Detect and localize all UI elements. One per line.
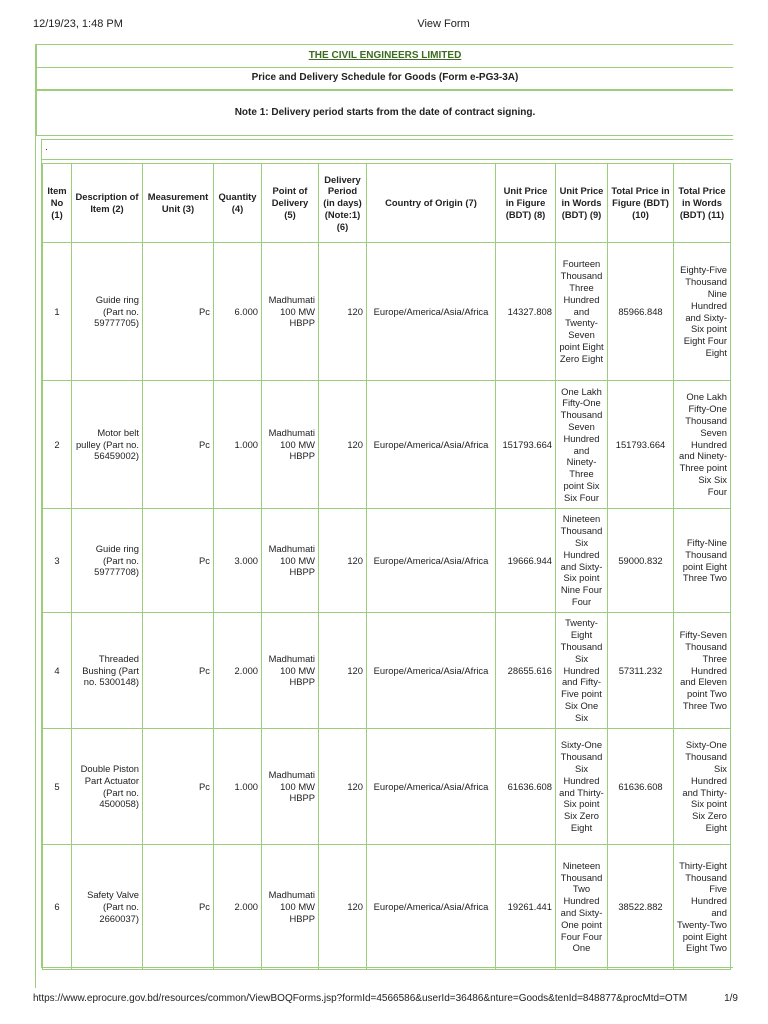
cell-item-no: 5: [43, 729, 72, 845]
form-container: [35, 44, 733, 988]
cell-country-of-origin: Europe/America/Asia/Africa: [367, 243, 496, 381]
cell-total-price-words: Fifty-Nine Thousand point Eight Three Two: [674, 509, 731, 613]
cell-point-of-delivery: Madhumati 100 MW HBPP: [262, 509, 319, 613]
cell-delivery-period: 120: [319, 613, 367, 729]
cell-unit-price-figure: 14327.808: [496, 243, 556, 381]
cell-delivery-period: 120: [319, 381, 367, 509]
cell-quantity: 1.000: [214, 381, 262, 509]
cell-measurement-unit: Pc: [143, 509, 214, 613]
price-schedule-table: [42, 163, 731, 970]
cell-total-price-words: Eighty-Five Thousand Nine Hundred and Sixty-Six point Eight Four Eight: [674, 243, 731, 381]
cell-quantity: 1.000: [214, 729, 262, 845]
cell-delivery-period: 120: [319, 243, 367, 381]
cell-unit-price-figure: 28655.616: [496, 613, 556, 729]
cell-item-no: 4: [43, 613, 72, 729]
print-page-title: View Form: [417, 18, 470, 30]
print-url: https://www.eprocure.gov.bd/resources/common/ViewBOQForms.jsp?formId=4566586&userId=36486&nture=Goods&tenId=848877&procMtd=OTM: [33, 993, 688, 1004]
cell-unit-price-figure: 151793.664: [496, 381, 556, 509]
cell-description: Threaded Bushing (Part no. 5300148): [72, 613, 143, 729]
cell-quantity: 3.000: [214, 509, 262, 613]
header-unit-price-words: Unit Price in Words (BDT) (9): [556, 164, 608, 243]
header-quantity: Quantity (4): [214, 164, 262, 243]
cell-measurement-unit: Pc: [143, 381, 214, 509]
cell-item-no: 1: [43, 243, 72, 381]
cell-point-of-delivery: Madhumati 100 MW HBPP: [262, 381, 319, 509]
cell-description: Motor belt pulley (Part no. 56459002): [72, 381, 143, 509]
table-row: [43, 729, 731, 845]
cell-unit-price-words: Nineteen Thousand Two Hundred and Sixty-One point Four Four One: [556, 845, 608, 970]
cell-total-price-figure: 57311.232: [608, 613, 674, 729]
section-marker: .: [42, 140, 733, 160]
cell-measurement-unit: Pc: [143, 845, 214, 970]
cell-unit-price-figure: 19666.944: [496, 509, 556, 613]
header-total-price-figure: Total Price in Figure (BDT) (10): [608, 164, 674, 243]
cell-delivery-period: 120: [319, 509, 367, 613]
header-country-of-origin: Country of Origin (7): [367, 164, 496, 243]
cell-unit-price-words: Fourteen Thousand Three Hundred and Twenty-Seven point Eight Zero Eight: [556, 243, 608, 381]
cell-unit-price-words: Nineteen Thousand Six Hundred and Sixty-Six point Nine Four Four: [556, 509, 608, 613]
cell-quantity: 2.000: [214, 845, 262, 970]
cell-country-of-origin: Europe/America/Asia/Africa: [367, 845, 496, 970]
cell-total-price-figure: 59000.832: [608, 509, 674, 613]
boq-section: [41, 139, 733, 968]
table-row: [43, 243, 731, 381]
cell-measurement-unit: Pc: [143, 243, 214, 381]
cell-total-price-words: Thirty-Eight Thousand Five Hundred and Twenty-Two point Eight Eight Two: [674, 845, 731, 970]
cell-country-of-origin: Europe/America/Asia/Africa: [367, 729, 496, 845]
cell-description: Guide ring (Part no. 59777705): [72, 243, 143, 381]
cell-measurement-unit: Pc: [143, 729, 214, 845]
header-measurement-unit: Measurement Unit (3): [143, 164, 214, 243]
cell-unit-price-figure: 61636.608: [496, 729, 556, 845]
cell-unit-price-words: One Lakh Fifty-One Thousand Seven Hundred and Ninety-Three point Six Six Four: [556, 381, 608, 509]
cell-total-price-figure: 85966.848: [608, 243, 674, 381]
cell-item-no: 3: [43, 509, 72, 613]
header-total-price-words: Total Price in Words (BDT) (11): [674, 164, 731, 243]
cell-country-of-origin: Europe/America/Asia/Africa: [367, 613, 496, 729]
table-row: [43, 509, 731, 613]
cell-point-of-delivery: Madhumati 100 MW HBPP: [262, 243, 319, 381]
cell-total-price-words: Sixty-One Thousand Six Hundred and Thirty-Six point Six Zero Eight: [674, 729, 731, 845]
cell-description: Safety Valve (Part no. 2660037): [72, 845, 143, 970]
cell-unit-price-words: Sixty-One Thousand Six Hundred and Thirty-Six point Six Zero Eight: [556, 729, 608, 845]
table-row: [43, 845, 731, 970]
table-row: [43, 613, 731, 729]
cell-country-of-origin: Europe/America/Asia/Africa: [367, 509, 496, 613]
cell-delivery-period: 120: [319, 729, 367, 845]
cell-quantity: 6.000: [214, 243, 262, 381]
cell-point-of-delivery: Madhumati 100 MW HBPP: [262, 845, 319, 970]
company-name-band: [36, 44, 733, 68]
cell-description: Double Piston Part Actuator (Part no. 4500058): [72, 729, 143, 845]
cell-total-price-words: Fifty-Seven Thousand Three Hundred and Eleven point Two Three Two: [674, 613, 731, 729]
cell-total-price-figure: 61636.608: [608, 729, 674, 845]
cell-item-no: 6: [43, 845, 72, 970]
header-unit-price-figure: Unit Price in Figure (BDT) (8): [496, 164, 556, 243]
cell-quantity: 2.000: [214, 613, 262, 729]
cell-point-of-delivery: Madhumati 100 MW HBPP: [262, 729, 319, 845]
cell-unit-price-figure: 19261.441: [496, 845, 556, 970]
cell-total-price-figure: 38522.882: [608, 845, 674, 970]
header-point-of-delivery: Point of Delivery (5): [262, 164, 319, 243]
cell-total-price-words: One Lakh Fifty-One Thousand Seven Hundred and Ninety-Three point Six Six Four: [674, 381, 731, 509]
cell-measurement-unit: Pc: [143, 613, 214, 729]
table-header-row: [43, 164, 731, 243]
table-body: [43, 243, 731, 970]
company-name[interactable]: THE CIVIL ENGINEERS LIMITED: [308, 50, 462, 61]
header-description: Description of Item (2): [72, 164, 143, 243]
header-delivery-period: Delivery Period (in days) (Note:1) (6): [319, 164, 367, 243]
cell-point-of-delivery: Madhumati 100 MW HBPP: [262, 613, 319, 729]
cell-delivery-period: 120: [319, 845, 367, 970]
cell-unit-price-words: Twenty-Eight Thousand Six Hundred and Fifty-Five point Six One Six: [556, 613, 608, 729]
delivery-note: Note 1: Delivery period starts from the date of contract signing.: [36, 90, 733, 136]
cell-total-price-figure: 151793.664: [608, 381, 674, 509]
table-row: [43, 381, 731, 509]
print-datetime: 12/19/23, 1:48 PM: [33, 18, 123, 30]
form-title: Price and Delivery Schedule for Goods (Form e-PG3-3A): [36, 68, 733, 90]
cell-country-of-origin: Europe/America/Asia/Africa: [367, 381, 496, 509]
page-indicator: 1/9: [724, 993, 738, 1004]
header-item-no: Item No (1): [43, 164, 72, 243]
cell-item-no: 2: [43, 381, 72, 509]
cell-description: Guide ring (Part no. 59777708): [72, 509, 143, 613]
